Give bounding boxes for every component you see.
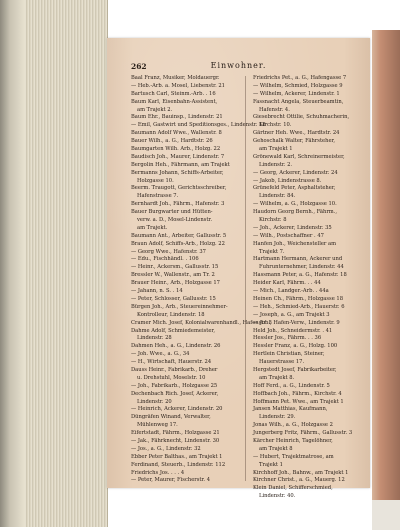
- directory-entry-line: Kirchstr. 8: [259, 217, 287, 224]
- directory-entry-line: am Trajekt 8: [259, 445, 293, 452]
- directory-entry-line: — Jos., a. G., Lindenstr. 32: [131, 445, 201, 452]
- directory-entry-line: Baum Karl, Eisenbahn-Assistent,: [131, 98, 218, 105]
- directory-entry-line: Gärtner Heh. Wwe., Hardtstr. 24: [253, 130, 340, 137]
- directory-entry-line: Eifertstadt, Fährm., Holzgasse 21: [131, 430, 220, 437]
- directory-entry-line: Fassnacht Angela, Steuerbeamtin,: [253, 98, 344, 105]
- directory-entry-line: Fuhrunternehmer, Lindenstr. 44: [259, 264, 344, 271]
- directory-entry-line: — Georg Wwe., Hafenstr. 37: [131, 248, 206, 255]
- directory-entry-line: — Wilhelm, Ackerer, Lindenstr. 1: [253, 90, 340, 97]
- directory-entry-line: Lindenstr. 2.: [259, 161, 293, 168]
- directory-entry-line: Hoffmann Pet. Wwe., am Trajekt 1: [253, 398, 344, 405]
- directory-entry-line: Hauerstrasse 17.: [259, 359, 305, 366]
- directory-entry-line: Trajekt 7.: [259, 248, 285, 255]
- directory-entry-line: — Heinr., Ackersm., Gallusstr. 15: [131, 264, 219, 271]
- page-edges: [25, 0, 108, 527]
- directory-entry-line: — Heb.-Arb. a. Mosel, Liebenstr. 21: [131, 82, 225, 89]
- directory-entry-line: — Heh., Schmied-Arb., Hauerstr. 6: [253, 303, 345, 310]
- directory-entry-line: Lindenstr. 84.: [259, 193, 296, 200]
- directory-entry-line: am Trajekt 1: [259, 146, 293, 153]
- directory-entry-line: Holzgasse 10.: [137, 177, 174, 184]
- running-head: Einwohner.: [210, 61, 267, 70]
- directory-entry-line: Kärcher Heinrich, Tagelöhner,: [253, 437, 333, 444]
- directory-entry-line: am Trajekt 8.: [259, 374, 295, 381]
- directory-entry-line: — Joh., Fabrikarb., Holzgasse 25: [131, 382, 218, 389]
- directory-entry-line: Klein Daniel, Schifferschmied,: [253, 485, 333, 492]
- directory-entry-line: Mühlenweg 17.: [137, 422, 178, 429]
- directory-entry-line: am Trajekt 2.: [137, 106, 173, 113]
- directory-entry-line: — Emil, Gastwirt und Speditionsges., Lindenstr. 18: [131, 122, 266, 129]
- directory-entry-line: Baal Franz, Musiker, Moldauergr.: [131, 75, 220, 81]
- directory-entry-line: Hartmann Hermann, Ackerer und: [253, 256, 343, 263]
- directory-entry-line: Hafenstrasse 7.: [137, 193, 179, 200]
- directory-entry-line: Dahmen Heh., a. G., Lindenstr. 26: [131, 343, 221, 350]
- directory-entry-line: Baudisch Joh., Maurer, Lindenstr. 7: [131, 153, 225, 160]
- directory-entry-line: — Joh., Hafen-Verw., Lindenstr. 9: [253, 319, 340, 326]
- directory-entry-line: Baumgarten Wilh. Arb., Holzg. 22: [131, 146, 221, 153]
- directory-page: [107, 38, 370, 500]
- directory-entry-line: Dauss Heinr., Fabrikarb., Dreher: [131, 366, 218, 373]
- directory-entry-line: Bartusch Carl, Steinm.-Arb. . 16: [131, 90, 216, 97]
- directory-entry-line: — Mich., Landger.-Arb. . 44a: [253, 288, 329, 295]
- directory-entry-line: — Hubert, Trajektmatrose, am: [253, 453, 334, 460]
- directory-entry-line: Grünefeld Peter, Asphaltsteher,: [253, 185, 336, 192]
- directory-entry-line: Dechenbach Rich. Josef, Ackerer,: [131, 390, 219, 397]
- directory-entry-line: Bauer Wilh., a. G., Hardtstr. 26: [131, 138, 213, 145]
- directory-entry-line: — Jakob, Lindenstrasse 8.: [253, 177, 322, 184]
- directory-entry-line: Bermanns Johann, Schiffs-Arbeiter,: [131, 169, 224, 176]
- right-column: [253, 75, 363, 501]
- directory-entry-line: Ebber Peter Balthas., am Trajekt 1: [131, 453, 223, 460]
- column-divider: [245, 76, 246, 481]
- directory-entry-line: Hessler Jos., Fährm. . . 36: [253, 335, 322, 342]
- directory-entry-line: Dahme Adolf, Schmiedemeister,: [131, 327, 215, 334]
- directory-entry-line: Jonas Wilh., a. G., Holzgasse 2: [253, 422, 333, 429]
- directory-entry-line: Lindenstr. 29.: [259, 414, 296, 421]
- directory-entry-line: Baum Ehr., Bauinsp., Lindenstr. 21: [131, 114, 223, 121]
- directory-entry-line: Bernhardt Joh., Fährm., Hafenstr. 3: [131, 201, 225, 208]
- directory-entry-line: Bürgen Joh., Arb., Steuereinnehmer-: [131, 303, 228, 310]
- directory-entry-line: Hoffbach Joh., Fährm., Kirchstr. 4: [253, 390, 342, 397]
- directory-entry-line: — Joh. Wwe., a. G., 34: [131, 351, 190, 358]
- directory-entry-line: — Georg, Ackerer, Lindenstr. 24: [253, 169, 338, 176]
- directory-entry-line: Kirchstr. 10.: [259, 122, 292, 129]
- directory-entry-line: Cramer Mich. Josef, Kolonialwarenhandl., Hafenstr. 8: [131, 319, 272, 326]
- directory-entry-line: Ferdinand, Steuerb., Lindenstr. 112: [131, 461, 226, 468]
- directory-entry-line: — Wilhelm, Schmied, Holzgasse 9: [253, 82, 343, 89]
- directory-entry-line: Düngräfen Winand, Verwalter,: [131, 414, 211, 421]
- directory-entry-line: Held Joh., Schneidermstr. . 41: [253, 327, 333, 334]
- directory-entry-line: Braun Adolf, Schiffs-Arb., Holzg. 22: [131, 240, 225, 247]
- directory-entry-line: Lindenstr. 20: [137, 398, 172, 405]
- directory-entry-line: — Edu., Fischhändl. . 106: [131, 256, 199, 263]
- directory-entry-line: Haudorn Georg Bernh., Fährm.,: [253, 209, 338, 216]
- directory-entry-line: — Heinrich, Ackerer, Lindenstr. 20: [131, 406, 223, 413]
- directory-entry-line: Baumann Adolf Wwe., Wallenstr. 8: [131, 130, 222, 137]
- directory-entry-line: verw. a. D., Mosel-Lindenstr.: [137, 217, 212, 224]
- directory-entry-line: — Jak., Fährknecht, Lindenstr. 30: [131, 437, 220, 444]
- directory-entry-line: — Wilhelm, a. G., Holzgasse 10.: [253, 201, 337, 208]
- directory-entry-line: — Peter, Schlosser, Gallusstr. 15: [131, 295, 216, 302]
- directory-entry-line: Baumann Ant., Arbeiter, Gallusstr. 5: [131, 232, 227, 239]
- directory-entry-line: Jansen Matthias, Kaufmann,: [253, 406, 328, 413]
- directory-entry-line: Lindenstr. 40.: [259, 493, 296, 500]
- directory-entry-line: Hanfen Joh., Weichensteller am: [253, 240, 337, 247]
- directory-entry-line: Hoff Ferd., a. G., Lindenstr. 5: [253, 382, 330, 389]
- directory-entry-line: — Wilh., Postschaffner . 47: [253, 232, 324, 239]
- directory-entry-line: u. Drehstuhl, Moselstr. 10: [137, 374, 206, 381]
- directory-entry-line: Hassmann Peter, a. G., Hafenstr. 18: [253, 272, 347, 279]
- directory-entry-line: Giesebrecht Ottilie, Schuhmacherin,: [253, 114, 350, 121]
- directory-entry-line: Gehoschalk Walter, Fährsteher,: [253, 138, 336, 145]
- facing-page-edge: [372, 30, 400, 500]
- directory-entry-line: Friedrichs Jos. . . . 4: [131, 469, 185, 476]
- directory-entry-line: Kontrolleur, Lindenstr. 18: [137, 311, 205, 318]
- directory-entry-line: am Trajekt.: [137, 224, 168, 231]
- directory-entry-line: — Jahann, n. S. . 14: [131, 288, 183, 295]
- directory-entry-line: Jungerberg Fritz, Fährm., Gallusstr. 3: [253, 430, 353, 437]
- directory-entry-line: Hessler Franz, a. G., Holzg. 100: [253, 343, 338, 350]
- directory-entry-line: — Joseph, a. G., am Trajekt 3: [253, 311, 330, 318]
- page-number: 262: [131, 62, 147, 71]
- directory-entry-line: Bressler W., Wallenstr., am Tr. 2: [131, 272, 215, 279]
- directory-entry-line: Friedrichs Pet., a. G., Hafengasse 7: [253, 75, 347, 81]
- directory-entry-line: Hergstedt Josef, Fabrikarbeiter,: [253, 366, 337, 373]
- directory-entry-line: — Joh., Ackerer, Lindenstr. 35: [253, 224, 332, 231]
- directory-entry-line: Brauer Heinr., Arb., Holzgasse 17: [131, 280, 220, 287]
- directory-entry-line: Grönewald Karl, Schreinermeister,: [253, 153, 345, 160]
- directory-entry-line: Beerm. Traugott, Gerichtsschreiber,: [131, 185, 227, 192]
- directory-entry-line: Hertlein Christian, Steiner,: [253, 351, 325, 358]
- directory-entry-line: Heider Karl, Fährm. . . 44: [253, 280, 321, 287]
- directory-entry-line: — Peter, Maurer, Fischerstr. 4: [131, 477, 210, 484]
- directory-entry-line: — H., Wirtschaft, Hauerstr. 24: [131, 359, 212, 366]
- directory-entry-line: Hafenstr. 4.: [259, 106, 290, 113]
- book-cover-left: [0, 0, 25, 527]
- directory-entry-line: Trajekt 1: [259, 461, 283, 468]
- directory-entry-line: Heinen Ch., Fährm., Holzgasse 18: [253, 295, 344, 302]
- directory-entry-line: Bergolin Heh., Fährmann, am Trajekt: [131, 161, 230, 168]
- directory-entry-line: Kirchner Christ., a. G., Mauerg. 12: [253, 477, 345, 484]
- directory-entry-line: Kirchhoff Joh., Bahnw., am Trajekt 1: [253, 469, 349, 476]
- directory-entry-line: Lindenstr. 28: [137, 335, 172, 342]
- directory-entry-line: Bauer Burgwarter und Hütten-: [131, 209, 213, 216]
